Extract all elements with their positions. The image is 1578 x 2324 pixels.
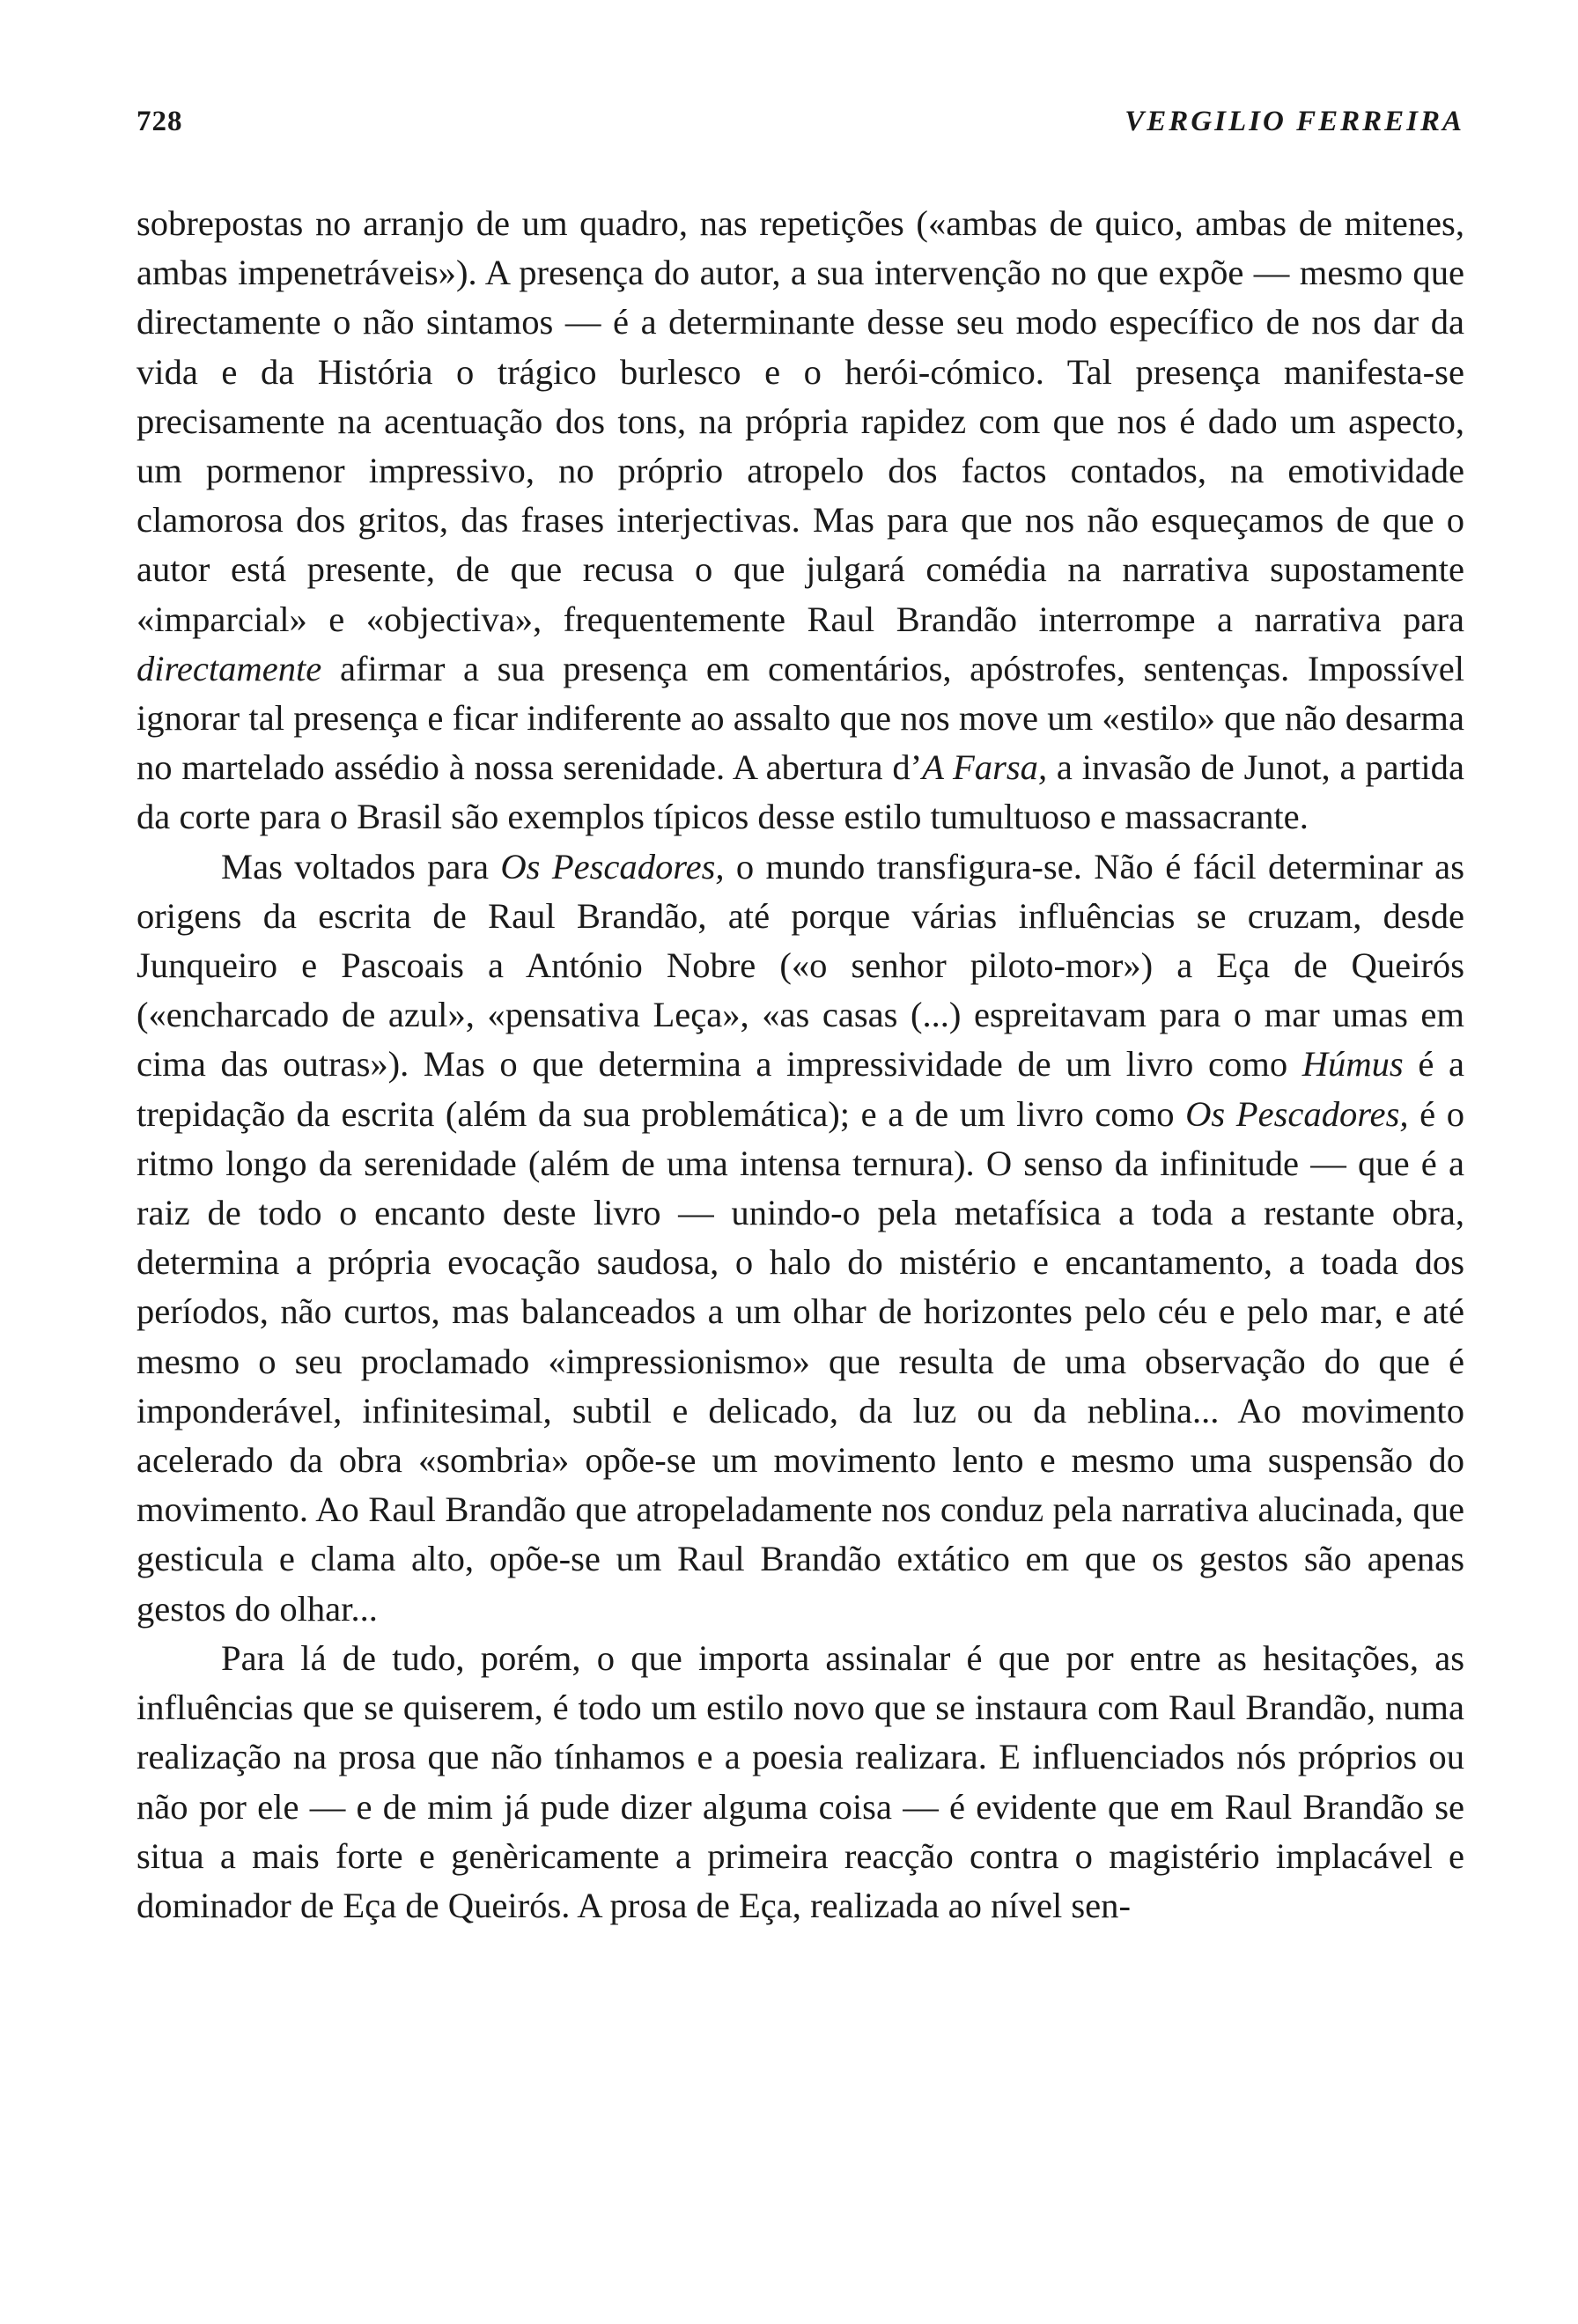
text-run: sobrepostas no arranjo de um quadro, nas repetições («ambas de quico, ambas de mitenes, ambas impenetráveis»). A presença do autor, a sua intervenção no que expõe — mesmo que directamente o não sintamos — é a determinante desse seu modo específico de nos dar da vida e da História o trágico burlesco e o herói-cómico. Tal presença manifesta-se precisamente na acentuação dos tons, na própria rapidez com que nos é dado um aspecto, um pormenor impressivo, no próprio atropelo dos factos contados, na emotividade clamorosa dos gritos, das frases interjectivas. Mas para que nos não esqueçamos de que o autor está presente, de que recusa o que julgará comédia na narrativa supostamente «imparcial» e «objectiva», frequentemente Raul Brandão interrompe a narrativa para xyxy=(136,203,1464,639)
book-page xyxy=(136,106,1464,1931)
running-header xyxy=(136,106,1464,158)
text-run: afirmar a sua presença em comentários, apóstrofes, sentenças. Impossível ignorar tal presença e ficar indiferente ao assalto que nos move um «estilo» que não desarma no martelado assédio à nossa serenidade. A abertura d’ xyxy=(136,648,1464,788)
text-run: a invasão de Junot, a partida da corte para o Brasil são exemplos típicos desse estilo tumultuoso e massacrante. xyxy=(136,747,1464,837)
italic-run: directamente xyxy=(136,648,322,688)
text-run: Para lá de tudo, porém, o que importa assinalar é que por entre as hesitações, as influências que se quiserem, é todo um estilo novo que se instaura com Raul Brandão, numa realização na prosa que não tínhamos e a poesia realizara. E influenciados nós próprios ou não por ele — e de mim já pude dizer alguma coisa — é evidente que em Raul Brandão se situa a mais forte e genèricamente a primeira reacção contra o magistério implacável e dominador de Eça de Queirós. A prosa de Eça, realizada ao nível sen- xyxy=(136,1637,1464,1925)
text-run: é a trepidação da escrita (além da sua problemática); e a de um livro como xyxy=(136,1044,1464,1134)
paragraph xyxy=(136,199,1464,842)
text-run: é o ritmo longo da serenidade (além de uma intensa ternura). O senso da infinitude — que é a raiz de todo o encanto deste livro — unindo-o pela metafísica a toda a restante obra, determina a própria evocação saudosa, o halo do mistério e encantamento, a toada dos períodos, não curtos, mas balanceados a um olhar de horizontes pelo céu e pelo mar, e até mesmo o seu proclamado «impressionismo» que resulta de uma observação do que é imponderável, infinitesimal, subtil e delicado, da luz ou da neblina... Ao movimento acelerado da obra «sombria» opõe-se um movimento lento e mesmo uma suspensão do movimento. Ao Raul Brandão que atropeladamente nos conduz pela narrativa alucinada, que gesticula e clama alto, opõe-se um Raul Brandão extático em que os gestos são apenas gestos do olhar... xyxy=(136,1093,1464,1629)
italic-run: Húmus xyxy=(1301,1044,1404,1085)
text-run: o mundo transfigura-se. Não é fácil determinar as origens da escrita de Raul Brandão, até porque várias influências se cruzam, desde Junqueiro e Pascoais a António Nobre («o senhor piloto-mor») a Eça de Queirós («encharcado de azul», «pensativa Leça», «as casas (...) espreitavam para o mar umas em cima das outras»). Mas o que determina a impressividade de um livro como xyxy=(136,846,1464,1085)
italic-run: A Farsa, xyxy=(922,747,1048,788)
page-number: 728 xyxy=(136,106,183,137)
paragraph xyxy=(136,1634,1464,1931)
running-title: VERGILIO FERREIRA xyxy=(1125,106,1464,137)
italic-run: Os Pescadores, xyxy=(1185,1093,1409,1134)
italic-run: Os Pescadores, xyxy=(500,846,725,886)
paragraph xyxy=(136,842,1464,1634)
text-run: Mas voltados para xyxy=(221,846,501,886)
body-text xyxy=(136,199,1464,1931)
